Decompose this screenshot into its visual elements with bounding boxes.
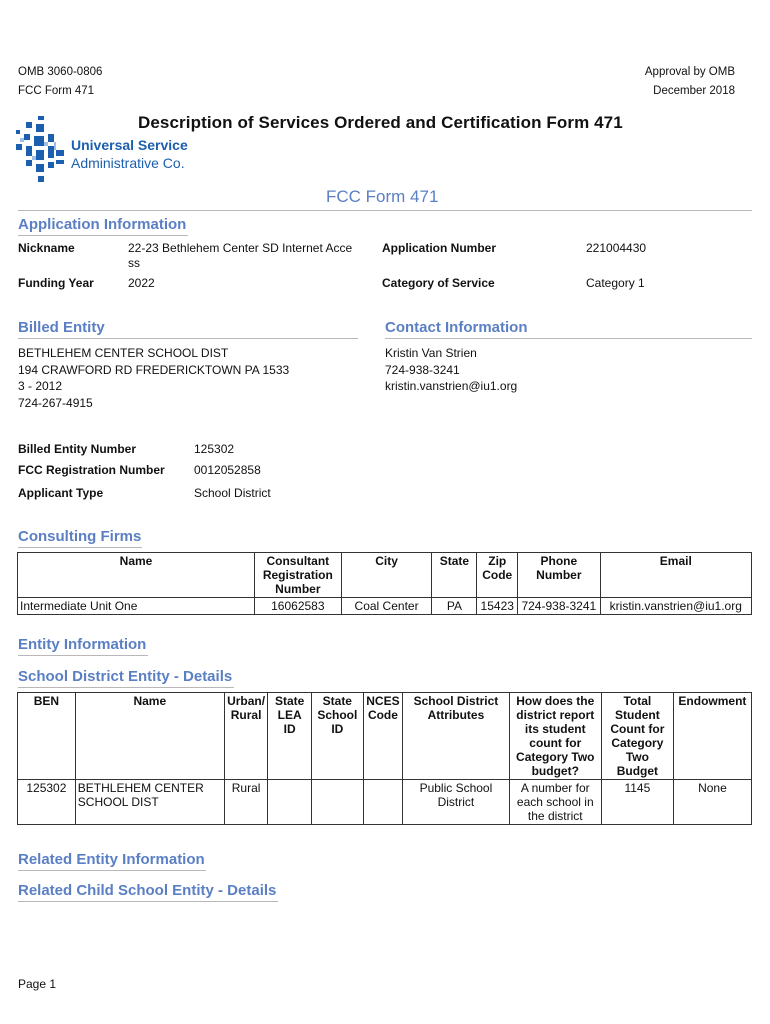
consultant-email: kristin.vanstrien@iu1.org [600,598,751,615]
entity-nces [363,780,403,825]
col-state: State [432,553,477,598]
nickname-line2: ss [128,256,140,270]
school-district-underline [18,687,234,688]
approval-text: Approval by OMB [644,66,735,78]
app-number-label: Application Number [382,241,497,255]
col-state-school: State School ID [311,693,363,780]
consultant-reg: 16062583 [255,598,342,615]
contact-email: kristin.vanstrien@iu1.org [385,379,518,393]
billed-entity-heading: Billed Entity [18,319,105,336]
nickname-label: Nickname [18,241,75,255]
entity-endowment: None [673,780,751,825]
col-phone: Phone Number [518,553,600,598]
consulting-table [17,552,752,615]
col-endowment: Endowment [673,693,751,780]
fcc-reg-label: FCC Registration Number [18,463,165,477]
category-value: Category 1 [586,276,645,290]
page-number: Page 1 [18,977,57,991]
page-title: Description of Services Ordered and Certification Form 471 [138,113,623,132]
funding-year-value: 2022 [128,276,155,290]
contact-name: Kristin Van Strien [385,346,477,360]
ben-label: Billed Entity Number [18,442,137,456]
entity-state-lea [268,780,312,825]
entity-attributes: Public School District [403,780,509,825]
consultant-name: Intermediate Unit One [18,598,255,615]
col-student-count-method: How does the district report its student count for Category Two budget? [509,693,601,780]
consulting-header-row [18,553,752,598]
ben-value: 125302 [194,442,235,456]
consultant-phone: 724-938-3241 [518,598,600,615]
billed-entity-address1: 194 CRAWFORD RD FREDERICKTOWN PA 1533 [18,362,290,377]
related-entity-heading: Related Entity Information [18,851,205,868]
entity-ben: 125302 [18,780,76,825]
app-number-value: 221004430 [586,241,647,255]
header-left [18,63,102,101]
related-child-underline [18,901,278,902]
billed-entity-phone: 724-267-4915 [18,395,93,410]
contact-phone: 724-938-3241 [385,362,460,377]
col-nces: NCES Code [363,693,403,780]
consulting-heading: Consulting Firms [18,528,142,545]
funding-year-label: Funding Year [18,276,94,290]
header-right [645,63,735,101]
entity-urban-rural: Rural [224,780,268,825]
omb-number: OMB 3060-0806 [18,66,103,78]
fcc-reg-value: 0012052858 [194,463,261,477]
category-label: Category of Service [382,276,495,290]
billed-entity-underline [18,338,358,339]
col-ben: BEN [18,693,76,780]
entity-header-row [18,693,752,780]
col-state-lea: State LEA ID [268,693,312,780]
entity-table [17,692,752,825]
nickname-value [128,241,352,271]
entity-info-underline [18,655,148,656]
contact-block [385,345,517,395]
consultant-state: PA [432,598,477,615]
consultant-city: Coal Center [341,598,432,615]
col-email: Email [600,553,751,598]
consulting-underline [18,547,142,548]
form-number: FCC Form 471 [18,85,95,97]
contact-underline [385,338,752,339]
applicant-type-label: Applicant Type [18,486,104,500]
entity-count-method: A number for each school in the district [509,780,601,825]
application-heading: Application Information [18,216,187,233]
billed-entity-name: BETHLEHEM CENTER SCHOOL DIST [18,346,229,360]
school-district-heading: School District Entity - Details [18,668,233,685]
entity-student-count: 1145 [601,780,673,825]
billed-entity-address2: 3 - 2012 [18,379,63,393]
col-name: Name [18,553,255,598]
logo-line2: Administrative Co. [71,155,185,171]
subtitle-divider [18,210,752,211]
form-subtitle: FCC Form 471 [326,187,439,206]
logo-line1: Universal Service [71,137,188,153]
related-child-heading: Related Child School Entity - Details [18,882,277,899]
consultant-zip: 15423 [477,598,518,615]
col-entity-name: Name [75,693,224,780]
col-total-student-count: Total Student Count for Category Two Budget [601,693,673,780]
entity-name: BETHLEHEM CENTER SCHOOL DIST [75,780,224,825]
billed-entity-address [18,345,289,411]
contact-heading: Contact Information [385,319,528,336]
col-zip: Zip Code [477,553,518,598]
col-attributes: School District Attributes [403,693,509,780]
col-urban-rural: Urban/ Rural [224,693,268,780]
col-consultant-reg: Consultant Registration Number [255,553,342,598]
table-row [18,598,752,615]
table-row [18,780,752,825]
entity-state-school [311,780,363,825]
col-city: City [341,553,432,598]
application-underline [18,235,188,236]
applicant-type-value: School District [194,486,271,500]
approval-date: December 2018 [653,85,735,97]
nickname-line1: 22-23 Bethlehem Center SD Internet Acce [128,241,353,255]
entity-info-heading: Entity Information [18,636,147,653]
related-entity-underline [18,870,206,871]
